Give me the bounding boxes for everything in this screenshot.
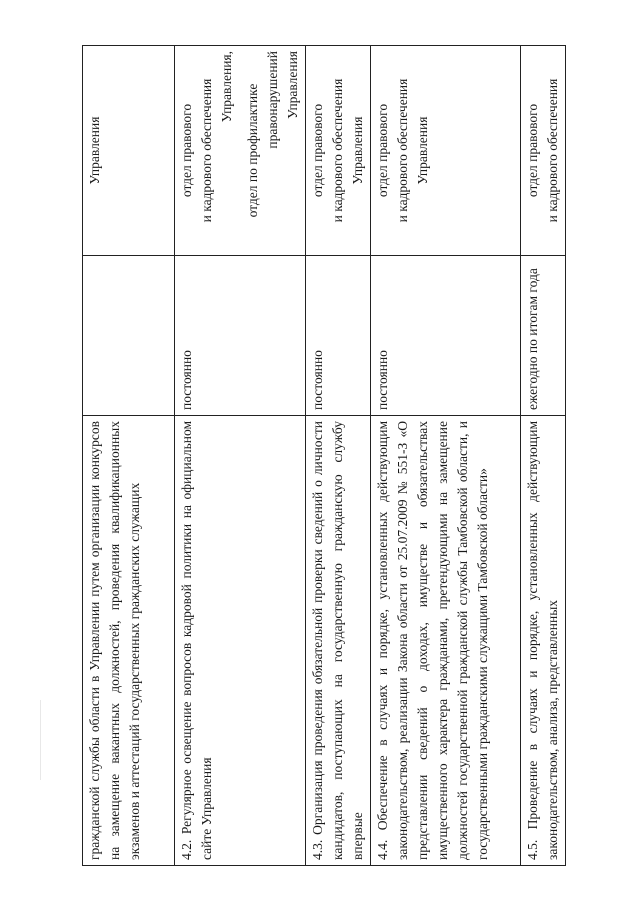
responsible-line: и кадрового обеспечения — [199, 78, 214, 223]
responsible-line: Управления, — [219, 51, 234, 123]
responsible-line: Управления — [285, 51, 300, 119]
term-cell: постоянно — [306, 256, 371, 416]
responsible-line: и кадрового обеспечения — [395, 78, 410, 223]
measure-cell: гражданской службы области в Управлении путем организации конкурсов на замещение вакантных должностей, проведения квалификационных экзаменов и аттестаций государственных гражданских служащих — [83, 416, 175, 866]
responsible-cell — [83, 46, 175, 256]
responsible-cell — [175, 46, 306, 256]
term-cell: ежегодно по итогам года — [521, 256, 566, 416]
measures-table — [82, 45, 566, 866]
scan-artifact-line — [40, 700, 41, 780]
responsible-cell — [521, 46, 566, 256]
table-row — [521, 46, 566, 866]
responsible-line: правонарушений — [265, 51, 280, 149]
responsible-line: и кадрового обеспечения — [545, 78, 560, 223]
responsible-line: Управления — [87, 116, 102, 185]
responsible-line: отдел правового — [525, 103, 540, 198]
term-cell: постоянно — [175, 256, 306, 416]
measure-cell: 4.5. Проведение в случаях и порядке, установленных действующим законодательством, анализа, представленных — [521, 416, 566, 866]
responsible-line: Управления — [350, 116, 365, 185]
rotated-table-sheet — [82, 46, 562, 866]
measure-cell: 4.2. Регулярное освещение вопросов кадровой политики на официальном сайте Управления — [175, 416, 306, 866]
responsible-line: отдел правового — [310, 103, 325, 198]
responsible-cell — [371, 46, 521, 256]
measure-cell: 4.3. Организация проведения обязательной проверки сведений о личности кандидатов, поступающих на государственную гражданскую службу впервые — [306, 416, 371, 866]
responsible-line: отдел по профилактике — [245, 83, 260, 218]
table-row — [175, 46, 306, 866]
responsible-line: Управления — [415, 116, 430, 185]
table-row — [371, 46, 521, 866]
responsible-line: отдел правового — [179, 103, 194, 198]
responsible-line: и кадрового обеспечения — [330, 78, 345, 223]
term-cell — [83, 256, 175, 416]
responsible-cell — [306, 46, 371, 256]
measure-cell: 4.4. Обеспечение в случаях и порядке, установленных действующим законодательством, реализации Закона области от 25.07.2009 № 551-З «О представлении сведений о доходах, имуществе и обязательствах имущественного характера гражданами, претендующими на замещение должностей государственной гражданской службы Тамбовской области, и государственными гражданскими служащими Тамбовской области» — [371, 416, 521, 866]
table-row — [306, 46, 371, 866]
responsible-line: отдел правового — [375, 103, 390, 198]
term-cell: постоянно — [371, 256, 521, 416]
table-row — [83, 46, 175, 866]
